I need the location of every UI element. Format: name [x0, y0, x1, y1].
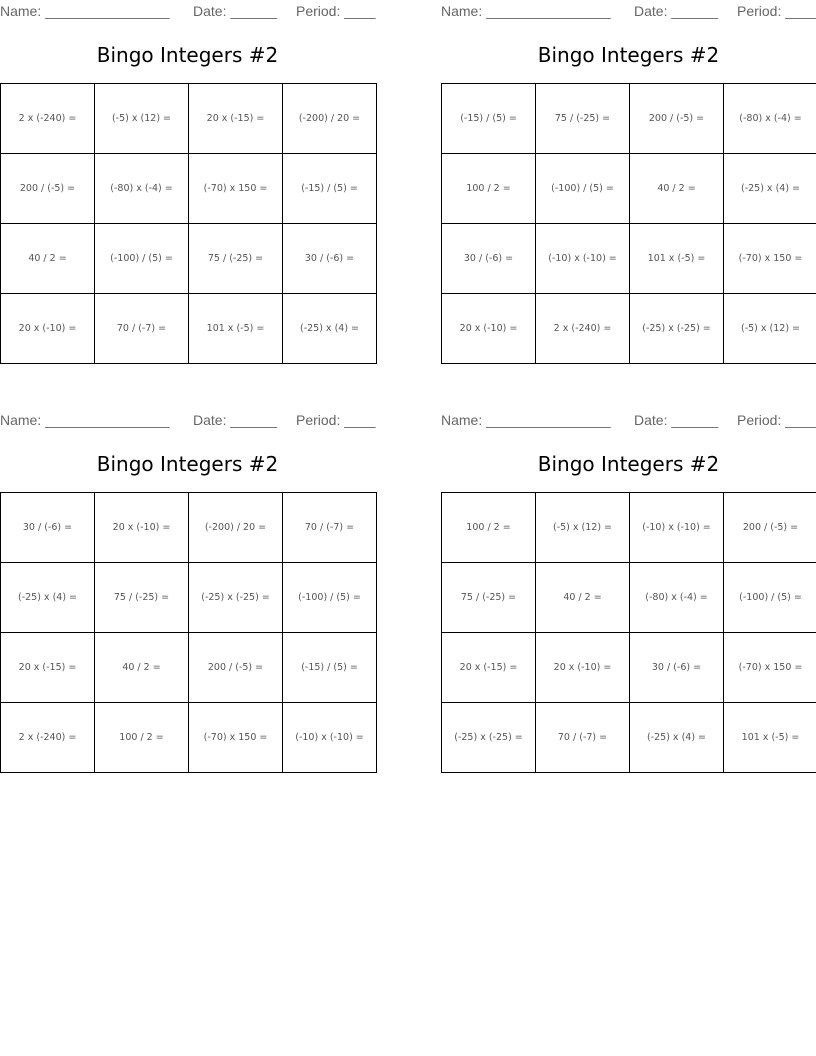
bingo-cell: 20 x (-10) =: [442, 294, 536, 364]
bingo-cell: (-25) x (4) =: [1, 563, 95, 633]
bingo-cell: 20 x (-10) =: [536, 633, 630, 703]
bingo-cell: 30 / (-6) =: [1, 493, 95, 563]
bingo-cell: 100 / 2 =: [442, 493, 536, 563]
bingo-cell: 75 / (-25) =: [536, 84, 630, 154]
grid-row: [442, 154, 816, 224]
grid-row: [1, 703, 377, 773]
bingo-cell: (-10) x (-10) =: [536, 224, 630, 294]
bingo-cell: (-5) x (12) =: [536, 493, 630, 563]
bingo-cell: 40 / 2 =: [95, 633, 189, 703]
grid-row: [442, 633, 816, 703]
bingo-cell: (-25) x (4) =: [724, 154, 816, 224]
bingo-cell: 101 x (-5) =: [724, 703, 816, 773]
bingo-cell: (-5) x (12) =: [95, 84, 189, 154]
grid-row: [1, 493, 377, 563]
grid-row: [1, 633, 377, 703]
bingo-cell: 30 / (-6) =: [283, 224, 377, 294]
bingo-cell: (-100) / (5) =: [724, 563, 816, 633]
bingo-cell: (-25) x (4) =: [630, 703, 724, 773]
bingo-cell: 40 / 2 =: [630, 154, 724, 224]
name-field-label: Name: ________________: [441, 3, 611, 19]
bingo-cell: 100 / 2 =: [442, 154, 536, 224]
grid-row: [1, 294, 377, 364]
date-field-label: Date: ______: [193, 412, 278, 428]
grid-row: [1, 84, 377, 154]
bingo-cell: (-100) / (5) =: [283, 563, 377, 633]
bingo-cell: (-100) / (5) =: [536, 154, 630, 224]
card-title: Bingo Integers #2: [537, 43, 720, 67]
bingo-cell: 200 / (-5) =: [724, 493, 816, 563]
bingo-card-4: [441, 409, 816, 789]
period-field-label: Period: ____: [296, 3, 376, 19]
bingo-cell: (-25) x (-25) =: [189, 563, 283, 633]
name-field-label: Name: ________________: [0, 3, 170, 19]
bingo-cell: 75 / (-25) =: [442, 563, 536, 633]
bingo-cell: (-10) x (-10) =: [630, 493, 724, 563]
card-title: Bingo Integers #2: [537, 452, 720, 476]
grid-row: [1, 154, 377, 224]
date-field-label: Date: ______: [634, 412, 719, 428]
bingo-cell: 75 / (-25) =: [95, 563, 189, 633]
grid-row: [442, 703, 816, 773]
bingo-cell: 70 / (-7) =: [283, 493, 377, 563]
bingo-cell: (-80) x (-4) =: [724, 84, 816, 154]
date-field-label: Date: ______: [193, 3, 278, 19]
bingo-cell: (-70) x 150 =: [189, 154, 283, 224]
bingo-cell: 20 x (-15) =: [189, 84, 283, 154]
bingo-cell: (-15) / (5) =: [283, 633, 377, 703]
grid-row: [442, 493, 816, 563]
bingo-cell: 101 x (-5) =: [189, 294, 283, 364]
bingo-cell: 101 x (-5) =: [630, 224, 724, 294]
card-header: [0, 412, 375, 428]
bingo-cell: (-25) x (4) =: [283, 294, 377, 364]
bingo-cell: 30 / (-6) =: [442, 224, 536, 294]
bingo-cell: 30 / (-6) =: [630, 633, 724, 703]
bingo-cell: 40 / 2 =: [1, 224, 95, 294]
bingo-cell: 200 / (-5) =: [630, 84, 724, 154]
bingo-grid: [441, 492, 816, 773]
bingo-grid: [0, 83, 377, 364]
bingo-cell: (-70) x 150 =: [724, 633, 816, 703]
bingo-cell: 20 x (-10) =: [1, 294, 95, 364]
period-field-label: Period: ____: [737, 412, 816, 428]
grid-row: [442, 563, 816, 633]
bingo-card-2: [441, 0, 816, 380]
name-field-label: Name: ________________: [441, 412, 611, 428]
bingo-card-1: [0, 0, 375, 380]
card-header: [441, 412, 816, 428]
card-title: Bingo Integers #2: [96, 43, 279, 67]
bingo-cell: (-25) x (-25) =: [442, 703, 536, 773]
bingo-cell: 200 / (-5) =: [189, 633, 283, 703]
bingo-cell: (-10) x (-10) =: [283, 703, 377, 773]
card-title: Bingo Integers #2: [96, 452, 279, 476]
grid-row: [442, 84, 816, 154]
bingo-cell: (-80) x (-4) =: [630, 563, 724, 633]
bingo-cell: 70 / (-7) =: [536, 703, 630, 773]
bingo-cell: 2 x (-240) =: [536, 294, 630, 364]
bingo-cell: 20 x (-15) =: [442, 633, 536, 703]
bingo-grid: [441, 83, 816, 364]
bingo-cell: (-15) / (5) =: [283, 154, 377, 224]
bingo-cell: (-5) x (12) =: [724, 294, 816, 364]
bingo-cell: 200 / (-5) =: [1, 154, 95, 224]
date-field-label: Date: ______: [634, 3, 719, 19]
period-field-label: Period: ____: [296, 412, 376, 428]
bingo-card-3: [0, 409, 375, 789]
grid-row: [1, 224, 377, 294]
bingo-cell: (-200) / 20 =: [189, 493, 283, 563]
bingo-cell: (-100) / (5) =: [95, 224, 189, 294]
bingo-cell: 20 x (-15) =: [1, 633, 95, 703]
bingo-cell: 40 / 2 =: [536, 563, 630, 633]
grid-row: [1, 563, 377, 633]
period-field-label: Period: ____: [737, 3, 816, 19]
bingo-cell: (-200) / 20 =: [283, 84, 377, 154]
bingo-cell: 70 / (-7) =: [95, 294, 189, 364]
card-header: [441, 3, 816, 19]
bingo-cell: 75 / (-25) =: [189, 224, 283, 294]
bingo-cell: (-70) x 150 =: [724, 224, 816, 294]
bingo-grid: [0, 492, 377, 773]
bingo-cell: (-70) x 150 =: [189, 703, 283, 773]
bingo-cell: 2 x (-240) =: [1, 703, 95, 773]
bingo-cell: 2 x (-240) =: [1, 84, 95, 154]
bingo-cell: 100 / 2 =: [95, 703, 189, 773]
name-field-label: Name: ________________: [0, 412, 170, 428]
bingo-cell: (-80) x (-4) =: [95, 154, 189, 224]
card-header: [0, 3, 375, 19]
bingo-cell: (-15) / (5) =: [442, 84, 536, 154]
bingo-cell: (-25) x (-25) =: [630, 294, 724, 364]
bingo-cell: 20 x (-10) =: [95, 493, 189, 563]
grid-row: [442, 294, 816, 364]
grid-row: [442, 224, 816, 294]
